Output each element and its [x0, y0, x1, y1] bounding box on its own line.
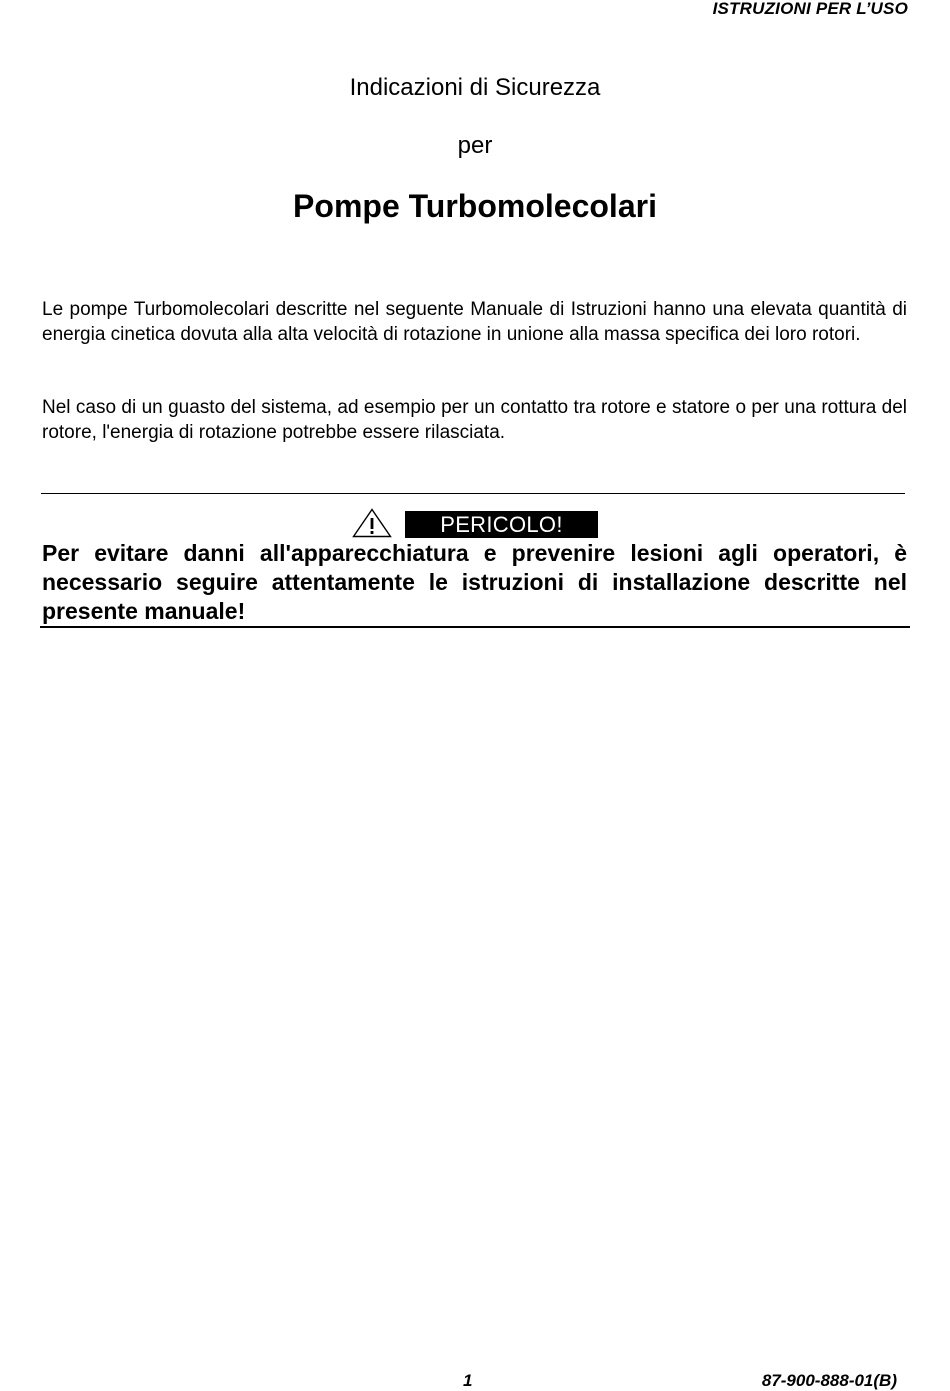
warning-text: Per evitare danni all'apparecchiatura e prevenire lesioni agli operatori, è necessario seguire attentamente le istruzioni di installazione descritte nel presente manuale!: [42, 540, 907, 624]
body-paragraph-2: Nel caso di un guasto del sistema, ad esempio per un contatto tra rotore e statore o per una rottura del rotore, l'energia di rotazione potrebbe essere rilasciata.: [42, 397, 907, 443]
warning-label-badge: PERICOLO!: [405, 511, 598, 538]
page-title: Pompe Turbomolecolari: [293, 188, 657, 224]
divider-bottom: [40, 626, 910, 628]
header-label: ISTRUZIONI PER L’USO: [712, 0, 908, 18]
footer-page-number: 1: [463, 1371, 473, 1390]
footer-document-code: 87-900-888-01(B): [761, 1371, 897, 1390]
warning-header: [352, 508, 598, 540]
body-paragraph-1: Le pompe Turbomolecolari descritte nel seguente Manuale di Istruzioni hanno una elevata quantità di energia cinetica dovuta alla alta velocità di rotazione in unione alla massa specifica dei loro rotori.: [42, 299, 907, 345]
title-line-2: per: [457, 132, 493, 159]
title-line-1: Indicazioni di Sicurezza: [349, 74, 601, 101]
warning-triangle-icon: [352, 508, 392, 538]
divider-top: [41, 493, 905, 494]
